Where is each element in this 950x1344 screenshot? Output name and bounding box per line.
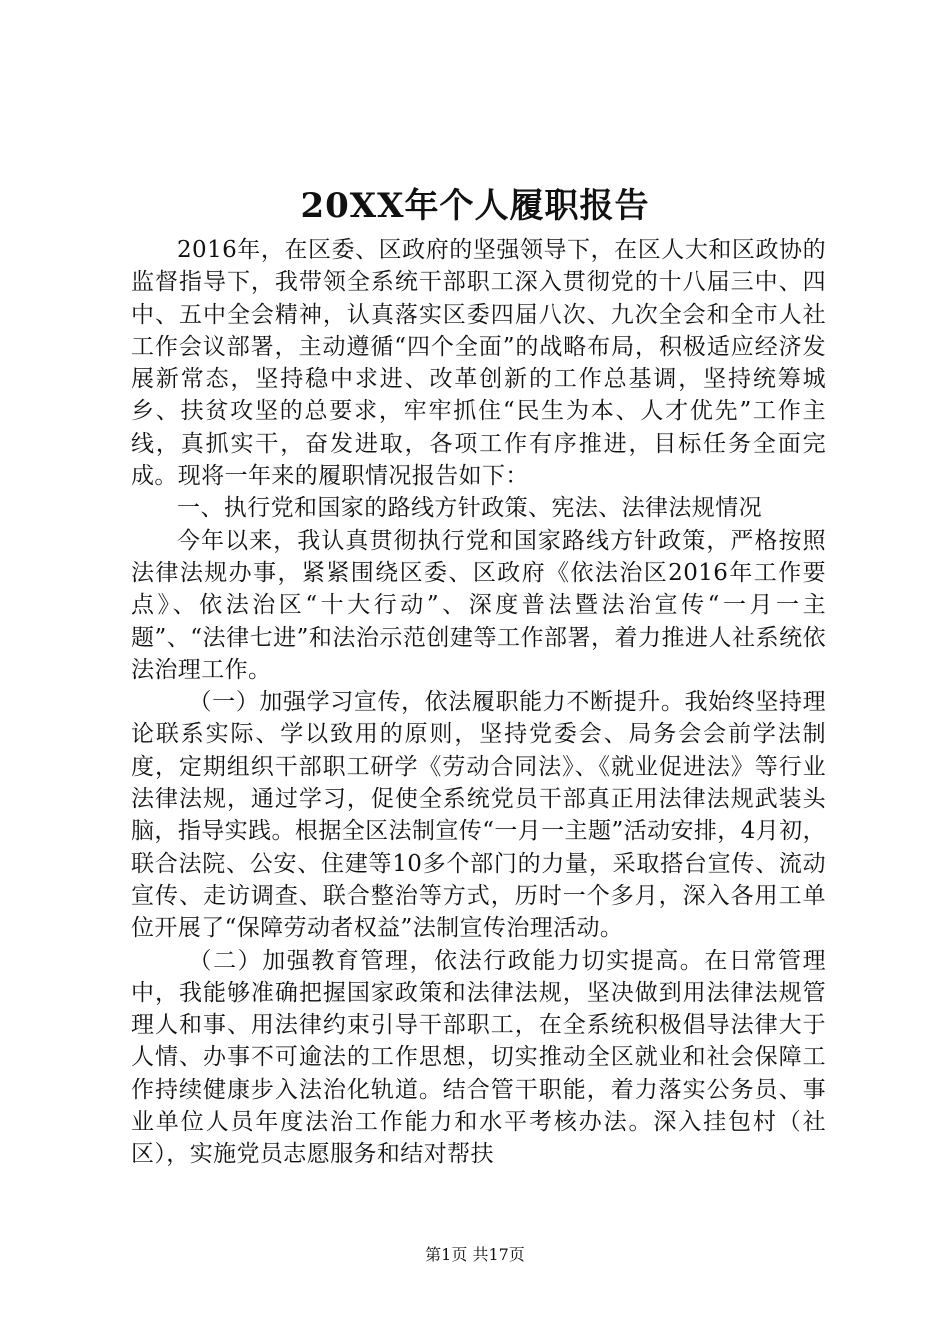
subsection-paragraph-2: （二）加强教育管理，依法行政能力切实提高。在日常管理中，我能够准确把握国家政策和法律法规，坚决做到用法律法规管理人和事、用法律约束引导干部职工，在全系统积极倡导法律大于人情、办事不可逾法的工作思想，切实推动全区就业和社会保障工作持续健康步入法治化轨道。结合管干职能，着力落实公务员、事业单位人员年度法治工作能力和水平考核办法。深入挂包村（社区），实施党员志愿服务和结对帮扶 [131, 947, 826, 1168]
section-paragraph-1: 今年以来，我认真贯彻执行党和国家路线方针政策，严格按照法律法规办事，紧紧围绕区委、区政府《依法治区2016年工作要点》、依法治区“十大行动”、深度普法暨法治宣传“一月一主题”、“法律七进”和法治示范创建等工作部署，着力推进人社系统依法治理工作。 [131, 527, 826, 683]
document-body [131, 234, 826, 1171]
page-number-footer: 第1页 共17页 [425, 1245, 525, 1264]
intro-paragraph: 2016年，在区委、区政府的坚强领导下，在区人大和区政协的监督指导下，我带领全系统干部职工深入贯彻党的十八届三中、四中、五中全会精神，认真落实区委四届八次、九次全会和全市人社工作会议部署，主动遵循“四个全面”的战略布局，积极适应经济发展新常态，坚持稳中求进、改革创新的工作总基调，坚持统筹城乡、扶贫攻坚的总要求，牢牢抓住“民生为本、人才优先”工作主线，真抓实干，奋发进取，各项工作有序推进，目标任务全面完成。现将一年来的履职情况报告如下： [131, 237, 826, 490]
document-title: 20XX年个人履职报告 [300, 186, 650, 226]
subsection-paragraph-1: （一）加强学习宣传，依法履职能力不断提升。我始终坚持理论联系实际、学以致用的原则，坚持党委会、局务会会前学法制度，定期组织干部职工研学《劳动合同法》、《就业促进法》等行业法律法规，通过学习，促使全系统党员干部真正用法律法规武装头脑，指导实践。根据全区法制宣传“一月一主题”活动安排，4月初，联合法院、公安、住建等10多个部门的力量，采取搭台宣传、流动宣传、走访调查、联合整治等方式，历时一个多月，深入各用工单位开展了“保障劳动者权益”法制宣传治理活动。 [131, 689, 826, 942]
section-heading-1: 一、执行党和国家的路线方针政策、宪法、法律法规情况 [177, 495, 762, 522]
